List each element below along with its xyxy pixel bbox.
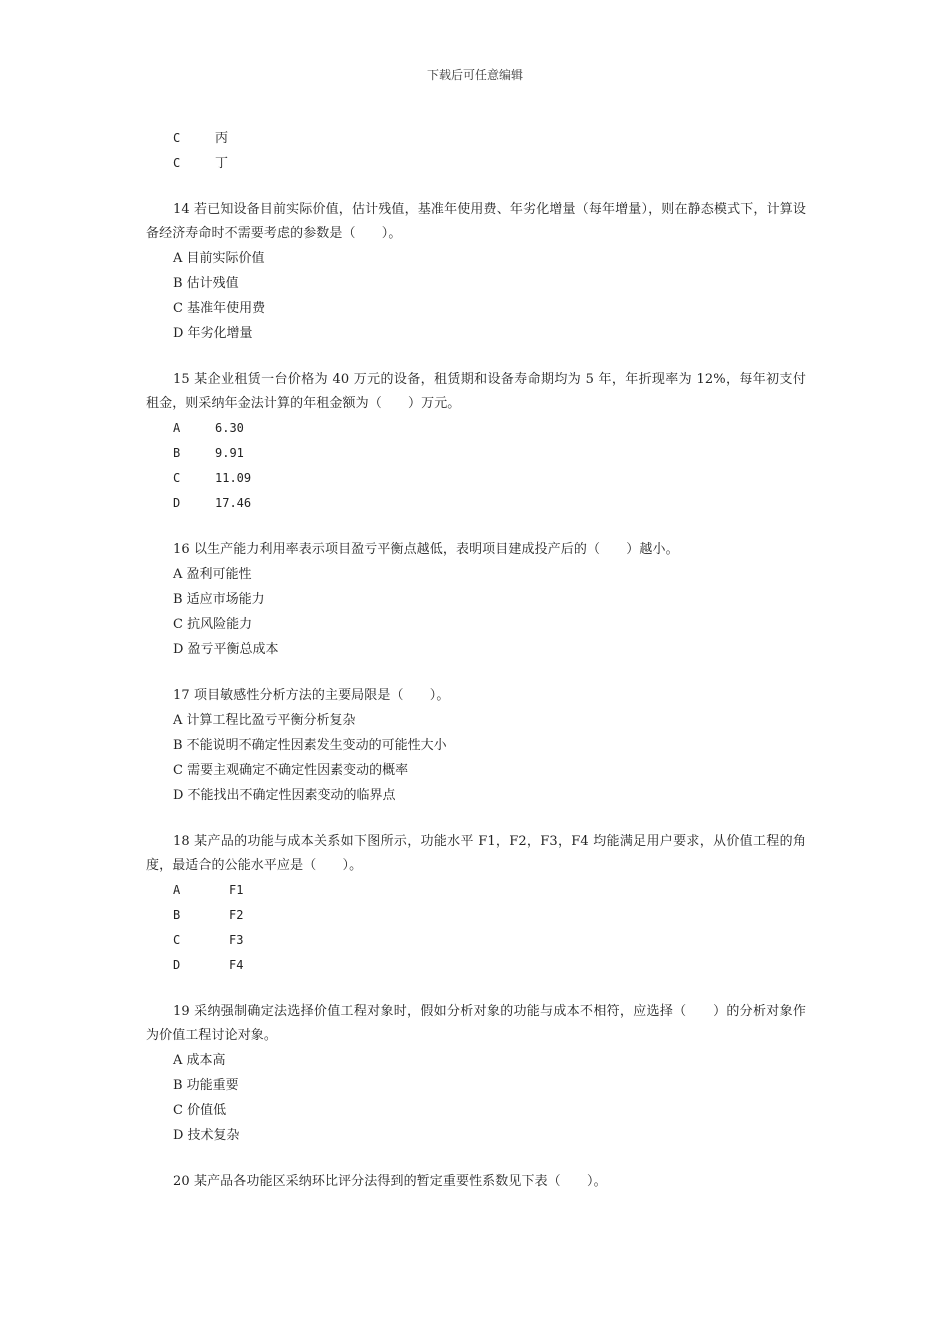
option-value: F4 [229, 958, 244, 972]
option-line: C 抗风险能力 [173, 617, 253, 632]
option-line: A 成本高 [173, 1053, 226, 1068]
option-text: 丙 [215, 131, 229, 146]
question-20-stem: 20 某产品各功能区采纳环比评分法得到的暂定重要性系数见下表（ ）。 [173, 1174, 607, 1189]
option-line: A 目前实际价值 [173, 251, 265, 266]
option-letter: B [173, 908, 181, 922]
option-letter: C [173, 933, 181, 947]
option-line: B 不能说明不确定性因素发生变动的可能性大小 [173, 738, 447, 753]
option-value: 17.46 [215, 496, 252, 510]
option-line: B 适应市场能力 [173, 592, 265, 607]
option-line: D 盈亏平衡总成本 [173, 642, 279, 657]
option-line [146, 903, 806, 928]
question-17-stem: 17 项目敏感性分析方法的主要局限是（ ）。 [173, 688, 450, 703]
question-15-stem: 15 某企业租赁一台价格为 40 万元的设备，租赁期和设备寿命期均为 5 年，年折现率为 12%，每年初支付租金，则采纳年金法计算的年租金额为（ ）万元。 [146, 372, 806, 411]
option-line: D 不能找出不确定性因素变动的临界点 [173, 788, 396, 803]
option-line [146, 441, 806, 466]
option-line [146, 878, 806, 903]
option-line [146, 151, 806, 176]
option-line: C 基准年使用费 [173, 301, 266, 316]
option-value: 11.09 [215, 471, 252, 485]
option-line [146, 126, 806, 151]
option-line [146, 491, 806, 516]
option-line [146, 928, 806, 953]
option-value: 6.30 [215, 421, 244, 435]
question-19-stem: 19 采纳强制确定法选择价值工程对象时，假如分析对象的功能与成本不相符，应选择（ ）的分析对象作为价值工程讨论对象。 [146, 1004, 806, 1043]
option-value: F1 [229, 883, 244, 897]
option-line: B 功能重要 [173, 1078, 239, 1093]
option-value: F2 [229, 908, 244, 922]
option-letter: D [173, 496, 181, 510]
option-line: C 需要主观确定不确定性因素变动的概率 [173, 763, 409, 778]
question-18-stem: 18 某产品的功能与成本关系如下图所示，功能水平 F1，F2，F3，F4 均能满足用户要求，从价值工程的角度，最适合的公能水平应是（ ）。 [146, 834, 806, 873]
option-value: F3 [229, 933, 244, 947]
option-letter: C [173, 131, 181, 145]
option-line: D 技术复杂 [173, 1128, 240, 1143]
option-letter: A [173, 883, 181, 897]
option-line: C 价值低 [173, 1103, 227, 1118]
option-letter: D [173, 958, 181, 972]
question-14-stem: 14 若已知设备目前实际价值，估计残值，基准年使用费、年劣化增量（每年增量），则在静态模式下，计算设备经济寿命时不需要考虑的参数是（ ）。 [146, 202, 806, 241]
option-text: 丁 [215, 156, 229, 171]
document-body [146, 126, 806, 1194]
option-letter: B [173, 446, 181, 460]
option-line [146, 416, 806, 441]
option-line: A 盈利可能性 [173, 567, 252, 582]
option-line: B 估计残值 [173, 276, 239, 291]
question-16-stem: 16 以生产能力利用率表示项目盈亏平衡点越低，表明项目建成投产后的（ ）越小。 [173, 542, 679, 557]
option-letter: A [173, 421, 181, 435]
option-line: D 年劣化增量 [173, 326, 253, 341]
page-header: 下载后可任意编辑 [426, 68, 523, 82]
option-letter: C [173, 156, 181, 170]
option-value: 9.91 [215, 446, 244, 460]
option-line [146, 466, 806, 491]
option-line [146, 953, 806, 978]
option-line: A 计算工程比盈亏平衡分析复杂 [173, 713, 356, 728]
option-letter: C [173, 471, 181, 485]
